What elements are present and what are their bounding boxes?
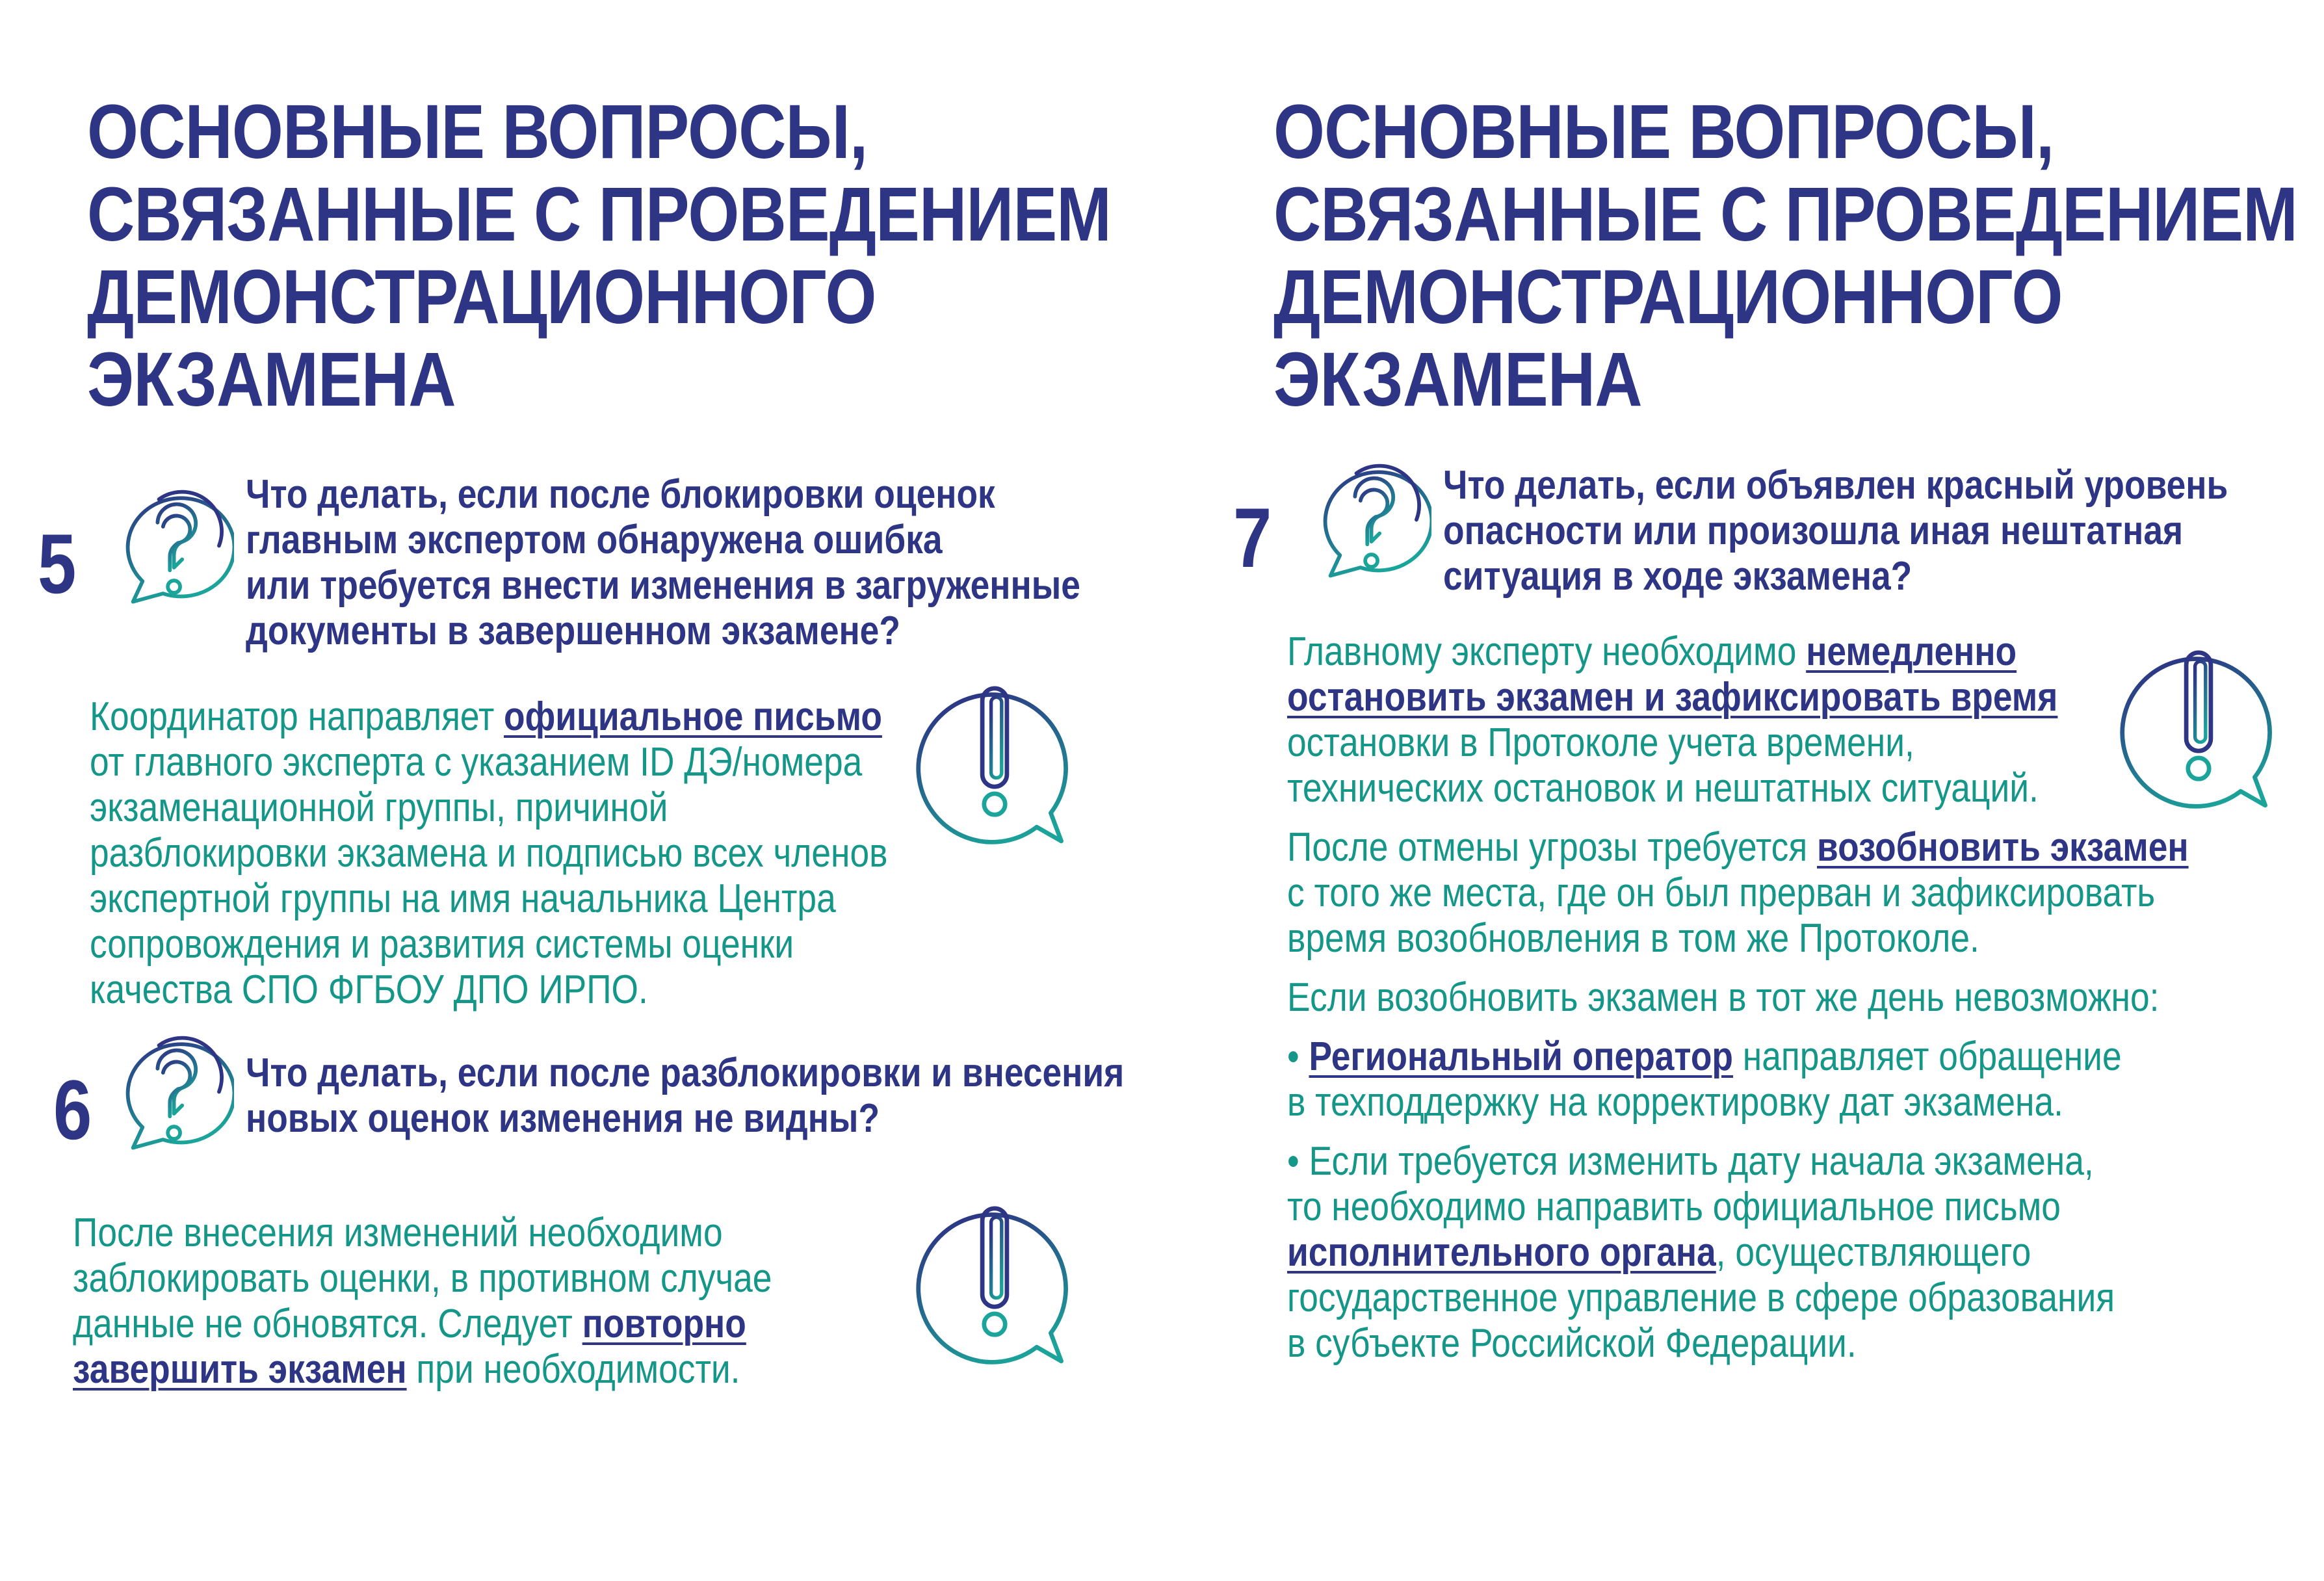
- answer-line: технических остановок и нештатных ситуаций.: [1287, 766, 2039, 811]
- question-number-5: 5: [38, 516, 77, 611]
- title-line: ДЕМОНСТРАЦИОННОГО: [1273, 254, 2063, 340]
- answer-text: Координатор направляет: [90, 694, 504, 739]
- question-5-text: [246, 472, 1080, 654]
- answer-line: [73, 1347, 772, 1392]
- title-line: ОСНОВНЫЕ ВОПРОСЫ,: [87, 89, 868, 175]
- question-6-text: [246, 1051, 1124, 1142]
- answer-5-text: [90, 694, 887, 1013]
- title-line: ДЕМОНСТРАЦИОННОГО: [87, 254, 876, 340]
- answer-highlight: остановить экзамен и зафиксировать время: [1287, 675, 2058, 720]
- answer-line: После внесения изменений необходимо: [73, 1210, 723, 1255]
- answer-line: экзаменационной группы, причиной: [90, 785, 668, 830]
- answer-6-text: [73, 1210, 772, 1392]
- page-title: [87, 91, 1111, 421]
- question-line: новых оценок изменения не видны?: [246, 1096, 880, 1141]
- answer-highlight: завершить экзамен: [73, 1347, 407, 1392]
- answer-highlight: возобновить экзамен: [1817, 825, 2189, 870]
- answer-line: [1287, 1034, 2189, 1080]
- answer-line: заблокировать оценки, в противном случае: [73, 1256, 772, 1301]
- title-line: ЭКЗАМЕНА: [87, 337, 456, 423]
- title-line: СВЯЗАННЫЕ С ПРОВЕДЕНИЕМ: [1273, 172, 2297, 257]
- question-line: документы в завершенном экзамене?: [246, 608, 900, 653]
- answer-text: данные не обновятся. Следует: [73, 1301, 582, 1346]
- answer-7-text: [1287, 629, 2189, 1366]
- answer-text: при необходимости.: [406, 1347, 740, 1392]
- answer-highlight: повторно: [582, 1301, 746, 1346]
- answer-highlight: исполнительного органа: [1287, 1230, 1716, 1275]
- answer-line: [73, 1301, 772, 1347]
- answer-line: государственное управление в сфере образования: [1287, 1275, 2115, 1320]
- question-bubble-icon: [98, 484, 234, 621]
- question-number-7: 7: [1233, 490, 1272, 585]
- title-line: СВЯЗАННЫЕ С ПРОВЕДЕНИЕМ: [87, 172, 1111, 257]
- answer-highlight: официальное письмо: [504, 694, 882, 739]
- answer-line: время возобновления в том же Протоколе.: [1287, 916, 1979, 961]
- question-7-text: [1443, 463, 2228, 599]
- question-line: Что делать, если после разблокировки и внесения: [246, 1051, 1125, 1095]
- exclamation-bubble-icon: [907, 1196, 1082, 1372]
- answer-line: в субъекте Российской Федерации.: [1287, 1321, 1857, 1366]
- question-line: Что делать, если объявлен красный уровень: [1443, 463, 2228, 508]
- answer-text: направляет обращение: [1732, 1034, 2122, 1079]
- answer-line: с того же места, где он был прерван и зафиксировать: [1287, 870, 2156, 915]
- bullet: •: [1287, 1034, 1309, 1079]
- question-line: опасности или произошла иная нештатная: [1443, 508, 2184, 553]
- answer-paragraph: [1287, 1034, 2189, 1125]
- answer-line: [1287, 675, 2189, 720]
- answer-line: разблокировки экзамена и подписью всех членов: [90, 831, 888, 876]
- answer-text: После отмены угрозы требуется: [1287, 825, 1818, 870]
- title-line: ЭКЗАМЕНА: [1273, 337, 1642, 423]
- answer-highlight: немедленно: [1806, 629, 2017, 674]
- question-line: или требуется внести изменения в загруженные: [246, 563, 1080, 608]
- answer-line: Если возобновить экзамен в тот же день невозможно:: [1287, 975, 2160, 1020]
- answer-line: [1287, 825, 2189, 870]
- question-number-6: 6: [53, 1062, 92, 1157]
- question-line: Что делать, если после блокировки оценок: [246, 472, 995, 517]
- answer-paragraph: [1287, 629, 2189, 811]
- answer-paragraph: [1287, 1139, 2189, 1366]
- answer-line: сопровождения и развития системы оценки: [90, 922, 794, 967]
- answer-line: в техподдержку на корректировку дат экзамена.: [1287, 1080, 2063, 1125]
- answer-line: [1287, 629, 2189, 675]
- page-title: [1273, 91, 2297, 421]
- title-line: ОСНОВНЫЕ ВОПРОСЫ,: [1273, 89, 2054, 175]
- answer-line: экспертной группы на имя начальника Центра: [90, 876, 836, 921]
- answer-text: , осуществляющего: [1716, 1230, 2031, 1275]
- question-bubble-icon: [1295, 458, 1431, 595]
- answer-line: качества СПО ФГБОУ ДПО ИРПО.: [90, 967, 648, 1012]
- answer-line: то необходимо направить официальное письмо: [1287, 1184, 2061, 1229]
- question-line: ситуация в ходе экзамена?: [1443, 554, 1913, 599]
- answer-line: [90, 694, 887, 740]
- right-page: [1162, 0, 2324, 1581]
- question-line: главным экспертом обнаружена ошибка: [246, 517, 943, 562]
- exclamation-bubble-icon: [907, 676, 1082, 852]
- answer-text: Главному эксперту необходимо: [1287, 629, 1807, 674]
- answer-line: от главного эксперта с указанием ID ДЭ/номера: [90, 740, 863, 785]
- answer-line: остановки в Протоколе учета времени,: [1287, 720, 1914, 765]
- answer-paragraph: [1287, 975, 2189, 1021]
- answer-line: [1287, 1230, 2189, 1275]
- answer-line: • Если требуется изменить дату начала экзамена,: [1287, 1139, 2094, 1184]
- exclamation-bubble-icon: [2111, 640, 2286, 816]
- answer-highlight: Региональный оператор: [1309, 1034, 1733, 1079]
- question-bubble-icon: [98, 1030, 234, 1167]
- answer-paragraph: [1287, 825, 2189, 961]
